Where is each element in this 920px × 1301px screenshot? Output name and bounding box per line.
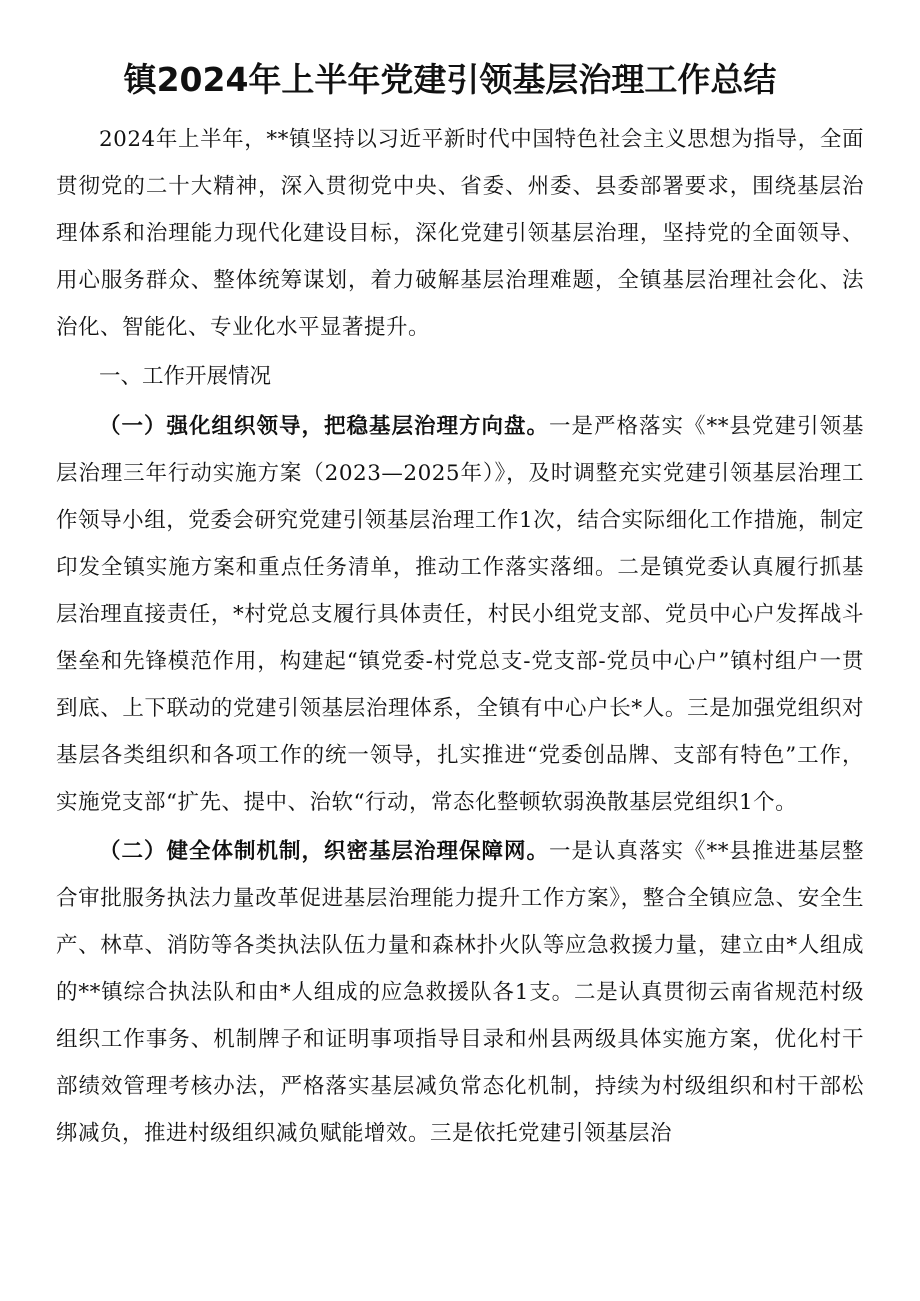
subsection-1-body: 一是严格落实《**县党建引领基层治理三年行动实施方案（2023—2025年）》，及时调整充实党建引领基层治理工作领导小组，党委会研究党建引领基层治理工作1次，结合实际细化工作措施，制定印发全镇实施方案和重点任务清单，推动工作落实落细。二是镇党委认真履行抓基层治理直接责任，*村党总支履行具体责任，村民小组党支部、党员中心户发挥战斗堡垒和先锋模范作用，构建起“镇党委-村党总支-党支部-党员中心户”镇村组户一贯到底、上下联动的党建引领基层治理体系，全镇有中心户长*人。三是加强党组织对基层各类组织和各项工作的统一领导，扎实推进“党委创品牌、支部有特色”工作，实施党支部“扩先、提中、治软“行动，常态化整顿软弱涣散基层党组织1个。 (56, 414, 864, 815)
section-heading-1: 一、工作开展情况 (99, 364, 272, 389)
document-title: 镇2024年上半年党建引领基层治理工作总结 (123, 60, 777, 99)
subsection-1-paragraph (56, 403, 864, 826)
subsection-1-heading: （一）强化组织领导，把稳基层治理方向盘。 (99, 414, 549, 439)
subsection-2-heading: （二）健全体制机制，织密基层治理保障网。 (99, 839, 549, 864)
subsection-2-paragraph (56, 828, 864, 1157)
intro-paragraph: 2024年上半年，**镇坚持以习近平新时代中国特色社会主义思想为指导，全面贯彻党的二十大精神，深入贯彻党中央、省委、州委、县委部署要求，围绕基层治理体系和治理能力现代化建设目标，深化党建引领基层治理，坚持党的全面领导、用心服务群众、整体统筹谋划，着力破解基层治理难题，全镇基层治理社会化、法治化、智能化、专业化水平显著提升。 (56, 127, 864, 340)
subsection-2-body: 一是认真落实《**县推进基层整合审批服务执法力量改革促进基层治理能力提升工作方案》，整合全镇应急、安全生产、林草、消防等各类执法队伍力量和森林扑火队等应急救援力量，建立由*人组成的**镇综合执法队和由*人组成的应急救援队各1支。二是认真贯彻云南省规范村级组织工作事务、机制牌子和证明事项指导目录和州县两级具体实施方案，优化村干部绩效管理考核办法，严格落实基层减负常态化机制，持续为村级组织和村干部松绑减负，推进村级组织减负赋能增效。三是依托党建引领基层治 (56, 839, 864, 1146)
